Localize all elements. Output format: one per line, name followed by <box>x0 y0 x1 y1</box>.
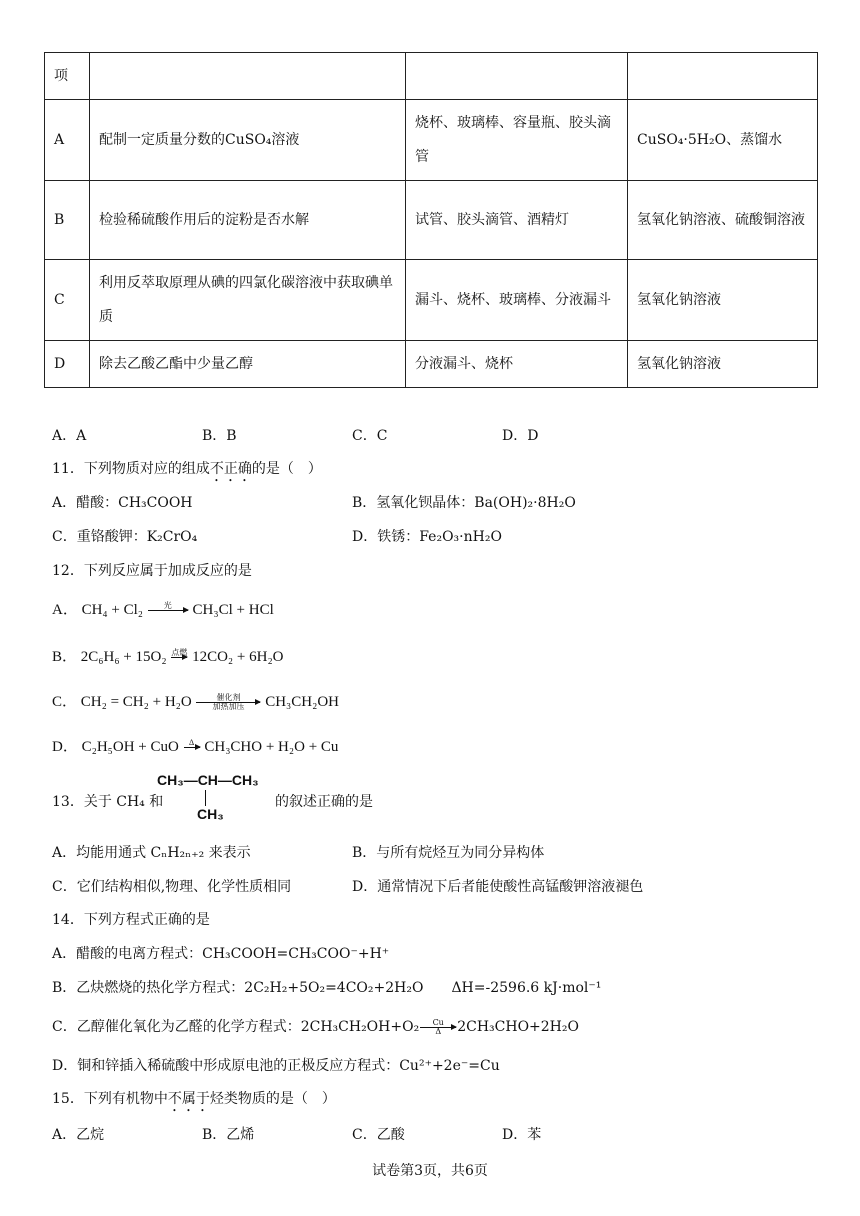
option-label: C． <box>52 694 78 710</box>
equation-left: C．乙醇催化氧化为乙醛的化学方程式：2CH₃CH₂OH+O₂ <box>52 1019 420 1035</box>
reaction-arrow-icon <box>184 738 200 748</box>
structure-branch: CH₃ <box>197 806 224 822</box>
table-header-cell <box>628 53 818 100</box>
row-reagent: CuSO₄·5H₂O、蒸馏水 <box>628 100 818 181</box>
row-purpose: 检验稀硫酸作用后的淀粉是否水解 <box>90 181 406 260</box>
equation-left: CH₄ + Cl₂ <box>81 602 144 618</box>
q10-option-c: C．C <box>352 428 388 444</box>
q14-option-c <box>52 1016 579 1036</box>
option-label: A． <box>52 602 78 618</box>
reaction-condition: Δ <box>189 738 195 748</box>
q13-stem-post: 的叙述正确的是 <box>275 794 373 810</box>
row-id: A <box>45 100 90 181</box>
q15-stem-emphasis: 不属于 <box>167 1091 210 1107</box>
reaction-arrow-icon <box>420 1017 456 1036</box>
q11-option-a: A．醋酸：CH₃COOH <box>52 495 193 511</box>
equation-left: CH₂ = CH₂ + H₂O <box>80 694 192 710</box>
equation-left: 2C₆H₆ + 15O₂ <box>80 649 167 665</box>
q15-stem <box>52 1088 336 1115</box>
equation-left: C₂H₅OH + CuO <box>81 739 179 755</box>
q11-stem <box>52 458 322 485</box>
q14-option-b: B．乙炔燃烧的热化学方程式：2C₂H₂+5O₂=4CO₂+2H₂O ΔH=-2596.6 kJ·mol⁻¹ <box>52 980 602 996</box>
q10-option-a: A．A <box>52 428 87 444</box>
row-apparatus: 烧杯、玻璃棒、容量瓶、胶头滴管 <box>406 100 628 181</box>
experiment-table <box>44 52 818 388</box>
table-header-row <box>45 53 818 100</box>
q14-option-a: A．醋酸的电离方程式：CH₃COOH=CH₃COO⁻+H⁺ <box>52 946 390 962</box>
table-header-cell <box>90 53 406 100</box>
q11-stem-pre: 11．下列物质对应的组成 <box>52 461 210 477</box>
table-row <box>45 260 818 341</box>
q13-option-a: A．均能用通式 CₙH₂ₙ₊₂ 来表示 <box>52 845 251 861</box>
q15-option-b: B．乙烯 <box>202 1127 255 1143</box>
row-apparatus: 分液漏斗、烧杯 <box>406 341 628 388</box>
q15-option-a: A．乙烷 <box>52 1127 105 1143</box>
row-purpose: 配制一定质量分数的CuSO₄溶液 <box>90 100 406 181</box>
q13-option-c: C．它们结构相似,物理、化学性质相同 <box>52 879 292 895</box>
q11-option-c: C．重铬酸钾：K₂CrO₄ <box>52 529 198 545</box>
equation-right: 12CO₂ + 6H₂O <box>192 649 284 665</box>
q15-stem-pre: 15．下列有机物中 <box>52 1091 168 1107</box>
reaction-condition: Cu <box>432 1017 444 1027</box>
q13-option-b: B．与所有烷烃互为同分异构体 <box>352 845 545 861</box>
q12-option-c <box>52 690 339 711</box>
q12-option-d <box>52 735 338 756</box>
table-row <box>45 341 818 388</box>
table-row <box>45 100 818 181</box>
q12-option-b <box>52 645 284 666</box>
q13-option-d: D．通常情况下后者能使酸性高锰酸钾溶液褪色 <box>352 879 644 895</box>
q11-option-d: D．铁锈：Fe₂O₃·nH₂O <box>352 529 502 545</box>
equation-right: CH₃CH₂OH <box>265 694 340 710</box>
row-id: B <box>45 181 90 260</box>
option-label: B． <box>52 649 78 665</box>
page-footer: 试卷第3页，共6页 <box>372 1163 488 1179</box>
q10-option-d: D．D <box>502 428 539 444</box>
q15-option-d: D．苯 <box>502 1127 542 1143</box>
q15-stem-post: 烃类物质的是（ ） <box>209 1091 336 1107</box>
q11-stem-emphasis: 不正确 <box>209 461 252 477</box>
reaction-condition: Δ <box>435 1026 442 1036</box>
table-row <box>45 181 818 260</box>
reaction-condition: 光 <box>163 601 172 611</box>
reaction-condition: 加热加压 <box>212 702 245 712</box>
table-header-cell <box>406 53 628 100</box>
structure-main-chain: CH₃—CH—CH₃ <box>157 772 259 788</box>
reaction-arrow-icon <box>196 693 260 712</box>
row-purpose: 除去乙酸乙酯中少量乙醇 <box>90 341 406 388</box>
table-header-cell: 项 <box>45 53 90 100</box>
row-reagent: 氢氧化钠溶液、硫酸铜溶液 <box>628 181 818 260</box>
row-id: C <box>45 260 90 341</box>
reaction-condition: 催化剂 <box>216 693 241 703</box>
q11-stem-post: 的是（ ） <box>251 461 322 477</box>
q13-stem-pre: 13．关于 CH₄ 和 <box>52 794 164 810</box>
equation-right: CH₃Cl + HCl <box>192 602 274 618</box>
q11-option-b: B．氢氧化钡晶体：Ba(OH)₂·8H₂O <box>352 495 576 511</box>
q15-option-c: C．乙酸 <box>352 1127 405 1143</box>
q14-stem: 14．下列方程式正确的是 <box>52 912 210 928</box>
isobutane-structure <box>157 768 267 828</box>
reaction-arrow-icon <box>148 601 188 611</box>
reaction-arrow-icon <box>171 648 188 658</box>
row-reagent: 氢氧化钠溶液 <box>628 260 818 341</box>
q10-option-b: B．B <box>202 428 237 444</box>
reaction-condition: 点燃 <box>171 648 188 658</box>
q12-option-a <box>52 598 274 619</box>
option-label: D． <box>52 739 78 755</box>
row-apparatus: 试管、胶头滴管、酒精灯 <box>406 181 628 260</box>
row-id: D <box>45 341 90 388</box>
q12-stem: 12．下列反应属于加成反应的是 <box>52 563 252 579</box>
q14-option-d: D．铜和锌插入稀硫酸中形成原电池的正极反应方程式：Cu²⁺+2e⁻=Cu <box>52 1058 500 1074</box>
row-apparatus: 漏斗、烧杯、玻璃棒、分液漏斗 <box>406 260 628 341</box>
equation-right: 2CH₃CHO+2H₂O <box>457 1019 579 1035</box>
row-purpose: 利用反萃取原理从碘的四氯化碳溶液中获取碘单质 <box>90 260 406 341</box>
row-reagent: 氢氧化钠溶液 <box>628 341 818 388</box>
structure-bond <box>205 790 206 806</box>
equation-right: CH₃CHO + H₂O + Cu <box>204 739 339 755</box>
